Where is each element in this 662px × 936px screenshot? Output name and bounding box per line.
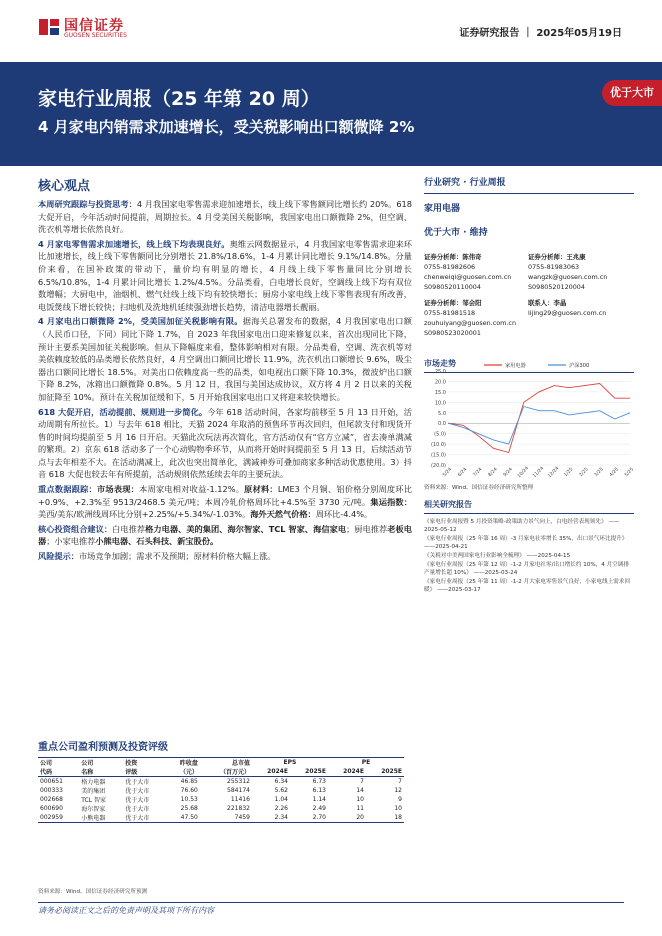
analyst-license: S0980520110004 — [424, 283, 481, 291]
portfolio-text: 白电推荐 — [112, 523, 146, 534]
analyst-2 — [528, 252, 607, 292]
para-retail — [38, 238, 412, 314]
table-cell: 优于大市 — [125, 788, 150, 795]
table-cell: 221832 — [227, 805, 250, 812]
portfolio-stocks: 格力电器、美的集团、海尔智家、TCL 智家、海信家电 — [145, 523, 347, 534]
y-tick-label: 25.0 — [434, 369, 446, 375]
doc-type-date: 证券研究报告 ｜ 2025年05月19日 — [459, 28, 622, 39]
table-cell: 美的集团 — [81, 788, 106, 795]
table-header: 昨收盘 — [166, 758, 200, 768]
industry-label: 行业研究 · 行业周报 — [424, 178, 506, 188]
related-item[interactable]: 《家电行业周报暨 5 月投资策略-政策助力景气向上，白电经营表现领先》 ——2025-05-12 — [424, 518, 620, 534]
chart-legend — [484, 361, 589, 369]
table-cell: 002668 — [40, 796, 63, 803]
table-header: EPS — [252, 758, 328, 768]
table-header-row — [38, 758, 404, 768]
table-cell: 海尔智家 — [81, 806, 106, 813]
analyst-license: S0980520120004 — [528, 283, 585, 291]
table-cell: 12 — [394, 787, 402, 794]
para-lead: 4 月家电出口额微降 2%，受美国加征关税影响有限。 — [38, 316, 243, 327]
para-lead: 重点数据跟踪： — [38, 484, 97, 495]
table-cell: 000333 — [40, 787, 63, 794]
sidebar — [424, 175, 634, 373]
table-cell: 5.62 — [274, 787, 288, 794]
x-tick-label: 12/24 — [547, 466, 561, 480]
para-text: 今年 618 活动时间，各家均前移至 5 月 13 日开始，活动周期有所拉长。1）与去年 618 相比，天猫 2024 年取消的预售环节再次回归，但尾款支付和现货开售的时间均提前至 5 月 16 日开启。天猫此次玩法再次简化，官方活动仅有“官方立减”，省去凑单满减的繁琐。2）京东 618 活动多了一个心动购物季环节，从而将开始时间提前至 5 月 13 日，后续活动节点与去年相差不大。在活动满减上，此次也突出简单化，满减神券可叠加商家多种活动优惠使用。3）抖音 618 大促也较去年有所提前，活动规则依然延续去年的主要玩法。 — [38, 406, 412, 480]
analyst-email[interactable]: wangzk@guosen.com.cn — [528, 273, 608, 281]
table-cell: 11 — [356, 805, 364, 812]
para-risk — [38, 550, 412, 563]
core-heading: 核心观点 — [38, 179, 91, 194]
chart-source-block — [424, 484, 634, 595]
y-tick-label: 0.0 — [438, 421, 446, 428]
para-lead: 核心投资组合建议： — [38, 523, 113, 534]
sidebar-divider — [424, 193, 634, 194]
table-row — [38, 786, 404, 795]
table-header: 总市值 — [200, 758, 252, 768]
table-cell: 1.04 — [274, 796, 288, 803]
data-label: 集运指数： — [370, 496, 412, 507]
table-cell: 76.60 — [180, 787, 198, 794]
table-row — [38, 804, 404, 813]
analyst-phone: 0755-81983063 — [528, 263, 580, 271]
x-tick-label: 4/25 — [609, 467, 620, 479]
para-text: 据海关总署发布的数据，4 月我国家电出口额（人民币口径，下同）同比下降 1.7%，自 2023 年我国家电出口迎来修复以来，首次出现同比下降，预计主要系美国加征关税影响。但从下降幅度来看，整体影响相对有限。分品类看，空调、洗衣机等对美依赖度较低的品类增长依然良好，4 月空调出口额同比增长 11.9%，洗衣机出口额增长 9.6%，吸尘器出口额同比增长 18.5%。对美出口依赖度高一些的品类，如电视出口额下降 10.3%，微波炉出口额下降 8.2%，冰箱出口额微降 0.8%。5 月 12 日，我国与美国达成协议，双方将 4 月 2 日以来的关税加征降至 10%。预计在关税加征缓和下，5 月开始我国家电出口又将迎来较快增长。 — [38, 316, 412, 402]
footer-divider — [38, 902, 624, 903]
x-tick-label: 5/24 — [442, 467, 454, 479]
table-header: 公司 — [79, 758, 123, 768]
table-cell: 2.49 — [312, 805, 326, 812]
table-header: 投资 — [123, 758, 166, 768]
para-lead: 本周研究跟踪与投资思考： — [38, 199, 137, 209]
related-item[interactable]: 《家电行业周报（25 年第 11 周）-1-2 月大家电零售景气良好，小家电线上需求回暖》 ——2025-03-17 — [424, 578, 630, 594]
analyst-email[interactable]: zouhuiyang@guosen.com.cn — [424, 319, 516, 327]
table-cell: 优于大市 — [125, 806, 150, 813]
analyst-block — [424, 252, 634, 352]
chart-axes — [431, 369, 635, 479]
table-cell: 20 — [328, 813, 366, 823]
table-cell: 优于大市 — [123, 813, 166, 823]
portfolio-stocks: 小熊电器、石头科技、新宝股份。 — [95, 536, 219, 547]
table-source: 资料来源：Wind、国信证券经济研究所预测 — [38, 889, 148, 895]
contact-email[interactable]: lijing29@guosen.com.cn — [528, 309, 607, 317]
analyst-1 — [424, 252, 511, 292]
table-header: PE — [328, 758, 404, 768]
y-tick-label: (5.0) — [434, 431, 446, 438]
table-cell: 46.85 — [180, 778, 198, 785]
chart-source: 资料来源：Wind、国信证券经济研究所整理 — [424, 485, 534, 491]
page-title: 家电行业周报（25 年第 20 周） — [38, 88, 320, 110]
table-header: 公司 — [38, 758, 79, 768]
portfolio-text: ；厨电推荐 — [346, 523, 388, 534]
x-tick-label: 2/25 — [578, 467, 590, 479]
x-tick-label: 6/24 — [457, 467, 469, 479]
table-header: 评级 — [123, 767, 166, 777]
y-tick-label: 5.0 — [438, 410, 446, 417]
logo-text-en: GUOSEN SECURITIES — [64, 32, 127, 39]
table-cell: 18 — [366, 813, 404, 823]
table-cell: 600690 — [40, 805, 63, 812]
table-cell: 2.26 — [274, 805, 288, 812]
related-item[interactable]: 《家电行业周报（25 年第 16 周）-3 月家电社零增长 35%，出口景气环比提升》 ——2025-04-21 — [424, 535, 628, 551]
table-cell: 10.53 — [180, 796, 198, 803]
related-item[interactable]: 《家电行业周报（25 年第 12 周）-1-2 月家电社零/出口增长约 10%，4 月空调排产量增长超 10%》 ——2025-03-24 — [424, 561, 629, 577]
table-cell: 优于大市 — [125, 779, 150, 786]
table-header: （元） — [166, 767, 200, 777]
data-text: 周环比-4.4%。 — [315, 509, 373, 520]
contact-name: 联系人：李晶 — [528, 299, 567, 307]
series-line-2 — [448, 407, 630, 445]
analyst-phone: 0755-81981518 — [424, 309, 476, 317]
para-text: 4 月我国家电零售需求迎加速增长，线上线下零售额同比增长约 20%。618 大促开启，今年活动时间提前，周期拉长。4 月受美国关税影响，我国家电出口额微降 2%，但空调、洗衣机等增长依然良好。 — [38, 199, 412, 235]
y-tick-label: (15.0) — [430, 452, 446, 459]
analyst-name: 证券分析师：王兆康 — [528, 253, 586, 261]
table-cell: 584174 — [227, 787, 250, 794]
data-label: 原材料： — [244, 484, 278, 495]
para-data — [38, 483, 412, 521]
table-row — [38, 795, 404, 804]
guosen-logo-icon — [38, 16, 60, 38]
table-cell: 002959 — [38, 813, 79, 823]
chart-series — [448, 384, 630, 453]
legend-label: 沪深300 — [569, 363, 590, 369]
analyst-license: S0980523020001 — [424, 329, 481, 337]
analyst-phone: 0755-81982606 — [424, 263, 476, 271]
table-cell: 6.34 — [274, 778, 288, 785]
analyst-name: 证券分析师：陈伟奇 — [424, 253, 482, 261]
y-tick-label: (20.0) — [430, 463, 446, 469]
forecast-table — [38, 757, 404, 823]
related-title: 相关研究报告 — [424, 499, 472, 509]
logo — [38, 14, 158, 42]
table-cell: 优于大市 — [125, 797, 150, 804]
para-lead: 4 月家电零售需求加速增长，线上线下均表现良好。 — [38, 238, 230, 249]
x-tick-label: 8/24 — [487, 467, 499, 479]
y-tick-label: 10.0 — [434, 400, 446, 407]
table-header: 2024E — [328, 767, 366, 777]
data-label: 市场表现： — [96, 484, 140, 495]
table-header: （百万元） — [200, 767, 252, 777]
rating-label: 优于大市 · 维持 — [424, 228, 488, 238]
para-summary — [38, 198, 412, 236]
table-cell: 14 — [356, 787, 364, 794]
x-tick-label: 10/24 — [517, 466, 530, 480]
para-618 — [38, 406, 412, 482]
table-cell: 6.73 — [312, 778, 326, 785]
y-tick-label: 15.0 — [434, 389, 446, 396]
page-subtitle: 4 月家电内销需求加速增长，受关税影响出口额微降 2% — [38, 118, 415, 136]
table-cell: 10 — [394, 805, 402, 812]
logo-text: 国信证券 — [64, 18, 124, 34]
data-label: 海外天然气价格： — [250, 509, 316, 520]
analyst-email[interactable]: chenweiqi@guosen.com.cn — [424, 273, 512, 281]
market-title: 市场走势 — [424, 359, 456, 368]
table-cell: 7 — [398, 778, 402, 785]
table-header: 2025E — [290, 767, 328, 777]
data-text: 本周家电相对收益-1.12%。 — [139, 484, 245, 495]
x-tick-label: 1/25 — [563, 467, 575, 479]
table-header: 2024E — [252, 767, 290, 777]
table-cell: 小熊电器 — [79, 813, 123, 823]
series-line-1 — [448, 384, 630, 453]
x-tick-label: 3/25 — [593, 467, 605, 479]
core-section — [38, 175, 412, 565]
para-lead: 风险提示： — [38, 551, 79, 562]
table-row — [38, 813, 404, 823]
table-header: 2025E — [366, 767, 404, 777]
title-banner — [0, 62, 662, 166]
contact — [528, 298, 606, 318]
table-cell: 25.68 — [180, 805, 198, 812]
table-cell: 255312 — [227, 778, 250, 785]
sidebar-divider — [424, 513, 634, 514]
table-cell: 47.50 — [166, 813, 200, 823]
market-trend-chart — [424, 353, 636, 485]
legend-label: 家用电器 — [505, 363, 526, 369]
x-tick-label: 5/25 — [624, 467, 636, 479]
x-tick-label: 9/24 — [502, 467, 514, 479]
y-tick-label: 20.0 — [434, 379, 446, 386]
related-item[interactable]: 《关税对中美两国家电行业影响全梳理》 ——2025-04-15 — [424, 552, 571, 559]
rating-badge: 优于大市 — [602, 80, 662, 106]
table-cell: 11416 — [230, 796, 250, 803]
table-title: 重点公司盈利预测及投资评级 — [38, 742, 168, 753]
table-header: 代码 — [38, 767, 79, 777]
table-cell: 格力电器 — [81, 779, 106, 786]
portfolio-stocks: 老板电器 — [38, 523, 412, 547]
sector-label: 家用电器 — [424, 204, 461, 214]
disclaimer-footer: 请务必阅读正文之后的免责声明及其项下所有内容 — [38, 906, 214, 915]
table-row — [38, 777, 404, 787]
para-portfolio — [38, 523, 412, 548]
data-text: LME3 个月铜、铝价格分别周度环比+0.9%、+2.3%至 9513/2468.5 美元/吨；本周冷轧价格周环比+4.5%至 3730 元/吨。 — [38, 484, 412, 507]
table-cell: 2.34 — [252, 813, 290, 823]
table-cell: 6.13 — [312, 787, 326, 794]
analyst-name: 证券分析师：邹会阳 — [424, 299, 482, 307]
table-cell: 7 — [360, 778, 364, 785]
para-text: 奥维云网数据显示，4 月我国家电零售需求迎来环比加速增长，线上线下零售额同比分别增长 21.8%/18.6%，1-4 月累计同比增长 9.1%/14.8%。分量价来看，在国补政策的带动下，量价均有明显的增长，4 月线上线下零售量同比分别增长 6.5%/10.8%，1-4 月累计同比增长 1.2%/4.5%。分品类看，白电增长良好，空调线上线下均有双位数增幅；大厨电中，油烟机、燃气灶线上线下均有较快增长；厨房小家电线上线下零售表现有所改善，电饭煲线下增长较快；扫地机及洗地机延续强劲增长趋势，清洁电器增长靓丽。 — [38, 238, 412, 312]
table-cell: 2.70 — [290, 813, 328, 823]
para-text: 市场竞争加剧；需求不及预期；原材料价格大幅上涨。 — [78, 551, 276, 562]
table-cell: 1.14 — [312, 796, 326, 803]
y-tick-label: (10.0) — [430, 442, 446, 449]
table-header: 名称 — [79, 767, 123, 777]
x-tick-label: 11/24 — [532, 466, 546, 480]
para-lead: 618 大促开启，活动提前、规则进一步简化。 — [38, 406, 208, 417]
x-tick-label: 7/24 — [472, 467, 484, 479]
para-export — [38, 315, 412, 403]
table-cell: 000651 — [40, 778, 63, 785]
table-cell: 10 — [356, 796, 364, 803]
table-cell: 9 — [398, 796, 402, 803]
data-text: 美西/美东/欧洲线周环比分别+2.25%/+5.34%/-1.03%。 — [38, 509, 251, 520]
analyst-3 — [424, 298, 516, 338]
table-cell: 7459 — [200, 813, 252, 823]
portfolio-text: ；小家电推荐 — [46, 536, 96, 547]
table-cell: TCL 智家 — [81, 797, 106, 804]
table-header-row — [38, 767, 404, 777]
